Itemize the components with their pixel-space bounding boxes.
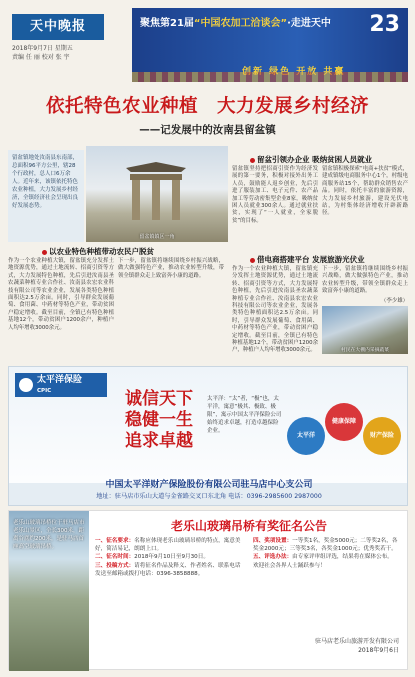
section-3-text-a: 作为一个农业种植大镇，留盆镇充分发挥土地资源优势，通过土地流转、招商引资等方式，大力发展特色种植，先后引进汝南县圣农蔬菜种植专业合作社、汝南县农宏农业科技有限公司等农业企业，发展各类特色种植面积达2.5万余亩。同时，引导群众发展葡萄、食用菌、中药材等特色产业，带动贫困户稳定增收。截至目前，全镇已有特色种植基地12个，带动贫困户1200余户，种植户人均年增收3000余元。: [232, 266, 318, 354]
bridge-photo: [9, 511, 89, 671]
masthead-left: [0, 0, 132, 92]
newspaper-logo: 天中晚报: [12, 14, 104, 40]
section-2-title: 留盆引领办企业 吸纳贫困人员就业: [248, 154, 372, 165]
section-1-title: 以农业特色种植带动农民户脱贫: [40, 246, 154, 257]
lead-paragraph: 留盆镇地处汝南县东南部，总面积96平方公里，辖28个行政村，总人口6万余人。近年来，该镇依托特色农业种植，大力发展乡村经济，全镇经济社会呈现出良好发展态势。: [8, 150, 84, 242]
section-1-text-b: 下一步，留盆镇将继续围绕乡村振兴战略，做大做强特色产业，推动农业转型升级，带领全镇群众走上致富奔小康的道路。: [118, 258, 224, 279]
masthead-meta: [12, 44, 73, 62]
bridge-col-1: 一、征名要求：名称应体现老乐山玻璃吊桥的特点，寓意美好，简洁易记，朗朗上口。 二、征名时间：2018年9月10日至9月30日。 三、投稿方式：请将征名作品及释义、作者姓名、联系电话发送至邮箱或拨打电话：0396-3858888。: [95, 538, 241, 577]
insurance-slogan: 诚信天下 稳健一生 追求卓越: [125, 389, 193, 451]
badge-3: 财产保险: [363, 417, 401, 455]
section-2-text-b: 留盆镇积极探索“电商+扶贫”模式，建成镇级电商服务中心1个，村级电商服务站15个，帮助群众销售农产品。同时，依托丰富的旅游资源，大力发展乡村旅游，建设光伏电站，为村集体经济增收开辟新路径。: [322, 166, 408, 217]
banner-decoration: [132, 72, 408, 82]
gate-illustration: [126, 162, 186, 220]
village-photo: [322, 306, 408, 354]
bridge-photo-text: 老乐山玻璃吊桥位于驻马店市老乐山景区，全长300米，距离谷底约200米，是驻马店首座高空玻璃吊桥。: [13, 520, 85, 550]
photo-caption: 留盆镇镇区一角: [139, 234, 175, 240]
town-gate-photo: [86, 146, 228, 242]
page-headline: 依托特色农业种植 大力发展乡村经济: [45, 96, 369, 117]
editor-line: 责编 任 丽 校对 张 宇: [12, 54, 70, 61]
banner-text: [140, 14, 331, 29]
section-3-title: 借电商搭建平台 发展旅游光伏业: [248, 254, 365, 265]
village-photo-caption: 村民在大棚内采摘蔬菜: [341, 348, 389, 353]
badge-2: 健康保障: [325, 403, 363, 441]
insurance-ad: [8, 366, 408, 506]
section-3-text-b: 下一步，留盆镇将继续围绕乡村振兴战略，做大做强特色产业，推动农业转型升级，带领全镇群众走上致富奔小康的道路。: [322, 266, 408, 295]
banner-highlight: “中国农加工洽谈会”: [193, 18, 288, 29]
insurance-logo: 太平洋保险 CPIC: [15, 373, 107, 397]
masthead: [0, 0, 415, 92]
date-line: 2018年9月7日 星期五: [12, 45, 73, 52]
bridge-ad-title: 老乐山玻璃吊桥有奖征名公告: [170, 519, 327, 533]
section-1-text-a: 作为一个农业种植大镇，留盆镇充分发挥土地资源优势，通过土地流转、招商引资等方式，大力发展特色种植，先后引进汝南县圣农蔬菜种植专业合作社、汝南县农宏农业科技有限公司等农业企业，发展各类特色种植面积达2.5万余亩。同时，引导群众发展葡萄、食用菌、中药材等特色产业，带动贫困户稳定增收。截至目前，全镇已有特色种植基地12个，带动贫困户1200余户，种植户人均年增收3000余元。: [8, 258, 114, 331]
insurance-company: 中国太平洋财产保险股份有限公司驻马店中心支公司: [105, 480, 313, 490]
insurance-copy: 太平洋：“太”者，“极”也，太平洋，寓意“极其、极致、极限”，寓示中国太平洋保险公司始终追求卓越，打造卓越保险企业。: [207, 396, 282, 434]
insurance-logo-icon: [19, 378, 33, 392]
badge-1: 太平洋: [287, 417, 325, 455]
banner-suffix: ·走进天中: [287, 18, 331, 29]
section-2-text-a: 留盆镇坚持把招商引资作为经济发展的第一要务，积极对接外出务工人员，鼓励能人返乡创业，先后引进了服装加工、电子元件、农产品加工等劳动密集型企业8家，吸纳贫困人员就业300余人。通过就业扶贫，实现了“一人就业，全家脱贫”的目标。: [232, 166, 318, 224]
masthead-banner: [132, 8, 408, 82]
page-subhead: ——记发展中的汝南县留盆镇: [139, 124, 276, 136]
insurance-contact: 地址：驻马店市乐山大道与金雀路交叉口东北角 电话：0396-2985600 2987000: [96, 493, 322, 500]
bridge-ad: [8, 510, 408, 670]
article-author: （李少雄）: [381, 298, 408, 304]
bridge-ad-signature: 驻马店老乐山旅游开发有限公司 2018年9月6日: [314, 638, 399, 654]
bridge-col-2: 四、奖项设置：一等奖1名，奖金5000元；二等奖2名，各奖金2000元；三等奖3名，各奖金1000元；优秀奖若干。 五、评选办法：由专家评审组评选，结果将在媒体公布。 欢迎社会各界人士踊跃参与！: [253, 538, 398, 569]
page-number: 23: [369, 12, 400, 37]
insurance-badges: [287, 403, 401, 469]
banner-prefix: 聚焦第21届: [140, 18, 194, 29]
